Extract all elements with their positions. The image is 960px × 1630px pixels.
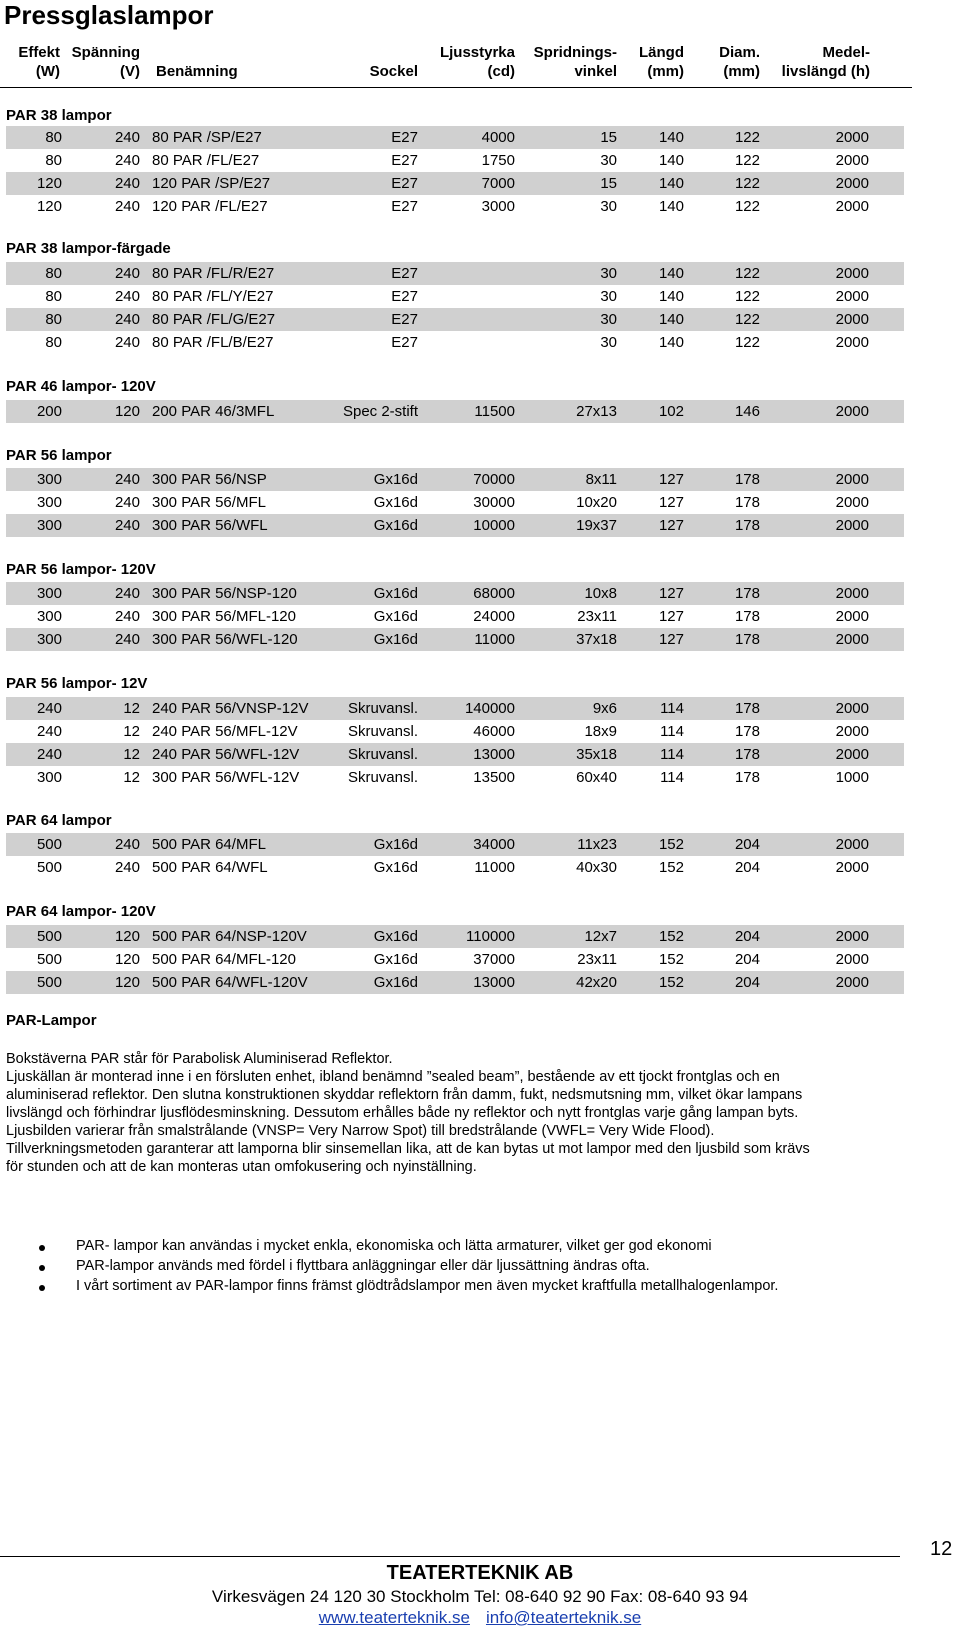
table-cell: 240	[114, 608, 140, 625]
table-cell: 122	[734, 175, 760, 192]
table-cell: 178	[734, 608, 760, 625]
table-cell: 13500	[473, 769, 515, 786]
table-cell: 146	[734, 403, 760, 420]
table-cell: 240	[114, 836, 140, 853]
table-row	[6, 468, 904, 491]
table-cell: 1000	[835, 769, 869, 786]
table-cell: 10x8	[584, 585, 617, 602]
table-cell: 15	[600, 129, 617, 146]
table-cell: 2000	[835, 517, 869, 534]
table-cell: 114	[660, 746, 684, 763]
table-cell: 127	[658, 608, 684, 625]
table-cell: 23x11	[577, 951, 617, 968]
table-cell: 27x13	[576, 403, 617, 420]
table-cell: 37000	[473, 951, 515, 968]
table-cell: 2000	[835, 836, 869, 853]
bullet-text: PAR- lampor kan användas i mycket enkla, ekonomiska och lätta armaturer, vilket ger god ekonomi	[76, 1238, 712, 1254]
table-cell: E27	[391, 152, 418, 169]
table-cell: 120	[36, 198, 62, 215]
table-cell: 204	[734, 974, 760, 991]
table-cell: 178	[734, 585, 760, 602]
table-cell: 140	[658, 129, 684, 146]
header-divider	[0, 87, 912, 88]
section-title: PAR 64 lampor- 120V	[6, 903, 156, 920]
table-cell: 2000	[835, 471, 869, 488]
table-cell: Gx16d	[373, 836, 418, 853]
table-cell: 122	[734, 152, 760, 169]
table-cell: 80 PAR /SP/E27	[152, 129, 262, 146]
table-cell: 10000	[473, 517, 515, 534]
table-row	[6, 766, 904, 789]
table-cell: 178	[734, 517, 760, 534]
table-row	[6, 833, 904, 856]
website-link[interactable]: www.teaterteknik.se	[318, 1608, 470, 1627]
table-cell: 127	[658, 494, 684, 511]
table-cell: E27	[391, 334, 418, 351]
table-cell: 240	[114, 288, 140, 305]
table-cell: 300 PAR 56/MFL-120	[152, 608, 296, 625]
table-cell: 300	[36, 769, 62, 786]
table-cell: 200 PAR 46/3MFL	[152, 403, 275, 420]
table-cell: 114	[660, 700, 684, 717]
table-cell: 114	[660, 723, 684, 740]
paragraph-line: Ljusbilden varierar från smalstrålande (VNSP= Very Narrow Spot) till bredstrålande (VWFL= Very Wide Flood).	[6, 1123, 715, 1139]
table-row	[6, 514, 904, 537]
table-cell: 4000	[481, 129, 515, 146]
table-cell: 122	[734, 198, 760, 215]
table-cell: 152	[658, 928, 684, 945]
table-cell: 30	[600, 311, 617, 328]
table-cell: 120	[114, 403, 140, 420]
table-cell: 240 PAR 56/WFL-12V	[152, 746, 300, 763]
table-cell: 80	[45, 265, 62, 282]
table-cell: 500	[36, 951, 62, 968]
table-cell: 9x6	[592, 700, 617, 717]
table-cell: 240	[114, 198, 140, 215]
table-cell: 110000	[466, 928, 515, 945]
table-cell: 12	[123, 700, 140, 717]
table-cell: 40x30	[576, 859, 617, 876]
table-cell: 2000	[835, 403, 869, 420]
table-cell: 30	[600, 334, 617, 351]
table-cell: Gx16d	[373, 608, 418, 625]
table-cell: 140	[658, 334, 684, 351]
table-cell: E27	[391, 265, 418, 282]
table-cell: 18x9	[584, 723, 617, 740]
header-cell: (W)	[35, 63, 60, 80]
section-title: PAR 46 lampor- 120V	[6, 378, 156, 395]
header-cell: Diam.	[719, 44, 760, 61]
table-cell: 13000	[473, 746, 515, 763]
bullet-text: PAR-lampor används med fördel i flyttbara anläggningar eller där ljussättning ändras ofta.	[76, 1258, 650, 1274]
table-cell: 80	[45, 311, 62, 328]
table-cell: 300	[36, 517, 62, 534]
table-cell: 178	[734, 471, 760, 488]
table-cell: 300	[36, 471, 62, 488]
table-row	[6, 925, 904, 948]
table-cell: 120	[114, 974, 140, 991]
table-cell: 11000	[474, 631, 515, 648]
table-cell: 2000	[835, 152, 869, 169]
table-row	[6, 697, 904, 720]
table-cell: 80	[45, 129, 62, 146]
table-cell: E27	[391, 288, 418, 305]
table-cell: Gx16d	[373, 471, 418, 488]
header-cell: Medel-	[822, 44, 870, 61]
header-cell: (V)	[120, 63, 140, 80]
table-cell: 152	[658, 974, 684, 991]
table-cell: 204	[734, 951, 760, 968]
table-cell: 19x37	[576, 517, 617, 534]
table-cell: 240	[114, 265, 140, 282]
table-cell: 2000	[835, 494, 869, 511]
table-cell: 240 PAR 56/MFL-12V	[152, 723, 298, 740]
description-paragraph	[6, 1050, 906, 1176]
table-cell: E27	[391, 311, 418, 328]
table-cell: 2000	[835, 631, 869, 648]
table-cell: 2000	[835, 311, 869, 328]
table-cell: 12	[123, 746, 140, 763]
table-cell: 500	[36, 836, 62, 853]
table-cell: 140	[658, 265, 684, 282]
table-cell: 500 PAR 64/WFL-120V	[152, 974, 308, 991]
section-title: PAR 38 lampor-färgade	[6, 240, 171, 257]
header-cell: Benämning	[156, 63, 238, 80]
header-cell: Spridnings-	[533, 44, 617, 61]
table-cell: 178	[734, 700, 760, 717]
table-cell: 300	[36, 494, 62, 511]
table-cell: 127	[658, 517, 684, 534]
table-cell: 178	[734, 494, 760, 511]
bullet-dot-icon	[39, 1265, 45, 1271]
table-cell: 24000	[473, 608, 515, 625]
table-cell: 11000	[474, 859, 515, 876]
paragraph-line: Ljuskällan är monterad inne i en försluten enhet, ibland benämnd ”sealed beam”, bestående av ett tjockt frontglas och en	[6, 1069, 780, 1085]
table-cell: 30000	[473, 494, 515, 511]
table-cell: 300	[36, 585, 62, 602]
table-cell: 178	[734, 723, 760, 740]
table-cell: 240	[114, 631, 140, 648]
table-row	[6, 308, 904, 331]
table-cell: Skruvansl.	[347, 769, 418, 786]
table-cell: 34000	[473, 836, 515, 853]
table-cell: 140	[658, 152, 684, 169]
table-row	[6, 582, 904, 605]
table-row	[6, 743, 904, 766]
footer-links	[0, 1608, 960, 1628]
table-cell: 2000	[835, 723, 869, 740]
table-row	[6, 971, 904, 994]
table-cell: E27	[391, 175, 418, 192]
table-cell: 2000	[835, 288, 869, 305]
table-cell: 30	[600, 198, 617, 215]
table-cell: Gx16d	[373, 859, 418, 876]
table-cell: 120	[114, 928, 140, 945]
header-cell: (mm)	[723, 63, 760, 80]
table-cell: 23x11	[577, 608, 617, 625]
table-cell: 80 PAR /FL/G/E27	[152, 311, 276, 328]
paragraph-line: Tillverkningsmetoden garanterar att lamporna blir sinsemellan lika, att de kan bytas ut mot lampor med den ljusbild som krävs	[6, 1141, 810, 1157]
table-cell: 500	[36, 974, 62, 991]
section-title: PAR 38 lampor	[6, 107, 112, 124]
table-cell: 240	[36, 700, 62, 717]
table-cell: 35x18	[576, 746, 617, 763]
header-cell: (mm)	[647, 63, 684, 80]
table-cell: 240	[114, 129, 140, 146]
table-cell: 120	[114, 951, 140, 968]
table-cell: 500 PAR 64/MFL-120	[152, 951, 296, 968]
header-cell: (cd)	[487, 63, 515, 80]
table-cell: 2000	[835, 608, 869, 625]
paragraph-line: Bokstäverna PAR står för Parabolisk Aluminiserad Reflektor.	[6, 1051, 393, 1067]
page-title: Pressglaslampor	[4, 0, 214, 30]
table-cell: Gx16d	[373, 951, 418, 968]
table-cell: 152	[658, 836, 684, 853]
table-cell: 300	[36, 631, 62, 648]
table-cell: 178	[734, 769, 760, 786]
table-cell: 300 PAR 56/WFL-12V	[152, 769, 300, 786]
table-cell: 8x11	[585, 471, 617, 488]
footer-divider	[0, 1556, 900, 1557]
table-cell: 102	[658, 403, 684, 420]
table-row	[6, 149, 904, 172]
table-cell: 46000	[473, 723, 515, 740]
table-cell: 80 PAR /FL/R/E27	[152, 265, 275, 282]
table-cell: Gx16d	[373, 517, 418, 534]
table-cell: 500 PAR 64/NSP-120V	[152, 928, 307, 945]
table-cell: 300	[36, 608, 62, 625]
par-heading: PAR-Lampor	[6, 1012, 97, 1029]
table-cell: 122	[734, 311, 760, 328]
table-cell: 240	[114, 517, 140, 534]
table-cell: 80 PAR /FL/B/E27	[152, 334, 274, 351]
table-cell: Skruvansl.	[347, 746, 418, 763]
footer-company: TEATERTEKNIK AB	[386, 1562, 574, 1584]
table-row	[6, 948, 904, 971]
table-cell: 2000	[835, 974, 869, 991]
table-cell: 30	[600, 288, 617, 305]
table-cell: 11500	[474, 403, 515, 420]
table-cell: 240	[114, 311, 140, 328]
table-row	[6, 856, 904, 879]
header-cell: Ljusstyrka	[439, 44, 515, 61]
header-cell: livslängd (h)	[781, 63, 870, 80]
header-cell: Längd	[639, 44, 684, 61]
table-cell: 7000	[481, 175, 515, 192]
table-cell: 122	[734, 334, 760, 351]
header-cell: vinkel	[574, 63, 617, 80]
table-cell: 122	[734, 288, 760, 305]
table-cell: 500 PAR 64/WFL	[152, 859, 268, 876]
table-cell: 11x23	[577, 836, 617, 853]
table-cell: Gx16d	[373, 928, 418, 945]
table-cell: 127	[658, 631, 684, 648]
table-cell: 240	[114, 585, 140, 602]
table-cell: Spec 2-stift	[342, 403, 418, 420]
header-cell: Spänning	[71, 44, 140, 61]
table-cell: 3000	[481, 198, 515, 215]
table-cell: 2000	[835, 951, 869, 968]
table-cell: 300 PAR 56/NSP	[152, 471, 267, 488]
page-number: 12	[930, 1538, 953, 1560]
table-row	[6, 195, 904, 218]
table-cell: 140000	[464, 700, 515, 717]
table-cell: 300 PAR 56/NSP-120	[152, 585, 297, 602]
table-cell: 80 PAR /FL/Y/E27	[152, 288, 274, 305]
table-cell: Skruvansl.	[347, 723, 418, 740]
table-row	[6, 491, 904, 514]
table-cell: 2000	[835, 859, 869, 876]
table-row	[6, 400, 904, 423]
table-row	[6, 605, 904, 628]
table-cell: 204	[734, 859, 760, 876]
table-cell: 500	[36, 859, 62, 876]
table-cell: 240	[114, 334, 140, 351]
table-cell: 42x20	[576, 974, 617, 991]
paragraph-line: livslängd och förhindrar ljusflödesminskning. Dessutom erhålles både ny reflektor och nytt frontglas varje gång lampan byts.	[6, 1105, 799, 1121]
header-cell: Sockel	[369, 63, 418, 80]
table-cell: 12x7	[584, 928, 617, 945]
table-cell: 68000	[473, 585, 515, 602]
bullet-text: I vårt sortiment av PAR-lampor finns främst glödtrådslampor men även mycket kraftfulla metallhalogenlampor.	[76, 1278, 779, 1294]
table-cell: 2000	[835, 198, 869, 215]
table-cell: 60x40	[576, 769, 617, 786]
table-cell: 80	[45, 334, 62, 351]
table-cell: 120	[36, 175, 62, 192]
paragraph-line: aluminiserad reflektor. Den slutna konstruktionen skyddar reflektorn från damm, fukt, nedsmutsning mm, vilket ökar lampans	[6, 1087, 803, 1103]
table-cell: 13000	[473, 974, 515, 991]
email-link[interactable]: info@teaterteknik.se	[485, 1608, 642, 1627]
table-cell: 500	[36, 928, 62, 945]
table-row	[6, 628, 904, 651]
table-cell: 240	[114, 494, 140, 511]
table-cell: 80 PAR /FL/E27	[152, 152, 260, 169]
table-row	[6, 172, 904, 195]
section-title: PAR 56 lampor- 12V	[6, 675, 148, 692]
table-row	[6, 720, 904, 743]
bullet-dot-icon	[39, 1285, 45, 1291]
table-cell: 2000	[835, 746, 869, 763]
header-cell: Effekt	[18, 44, 60, 61]
table-cell: 2000	[835, 585, 869, 602]
table-cell: 2000	[835, 175, 869, 192]
table-cell: 2000	[835, 129, 869, 146]
table-row	[6, 331, 904, 354]
table-cell: 200	[36, 403, 62, 420]
table-cell: 10x20	[576, 494, 617, 511]
table-row	[6, 285, 904, 308]
table-cell: 2000	[835, 700, 869, 717]
table-cell: Gx16d	[373, 631, 418, 648]
table-cell: 2000	[835, 265, 869, 282]
table-cell: 2000	[835, 334, 869, 351]
table-cell: 30	[600, 152, 617, 169]
table-cell: 140	[658, 288, 684, 305]
table-cell: 12	[123, 769, 140, 786]
table-cell: 127	[658, 585, 684, 602]
table-cell: 80	[45, 288, 62, 305]
table-cell: 300 PAR 56/WFL	[152, 517, 268, 534]
paragraph-line: för stunden och att de kan monteras utan omfokusering och nyinställning.	[6, 1159, 477, 1175]
table-cell: 300 PAR 56/WFL-120	[152, 631, 298, 648]
table-cell: 80	[45, 152, 62, 169]
table-row	[6, 262, 904, 285]
table-cell: 122	[734, 129, 760, 146]
table-cell: 70000	[473, 471, 515, 488]
table-cell: 140	[658, 311, 684, 328]
table-cell: 500 PAR 64/MFL	[152, 836, 266, 853]
table-cell: 127	[658, 471, 684, 488]
table-cell: 114	[660, 769, 684, 786]
table-cell: 15	[600, 175, 617, 192]
table-cell: E27	[391, 129, 418, 146]
table-cell: 12	[123, 723, 140, 740]
table-cell: 120 PAR /FL/E27	[152, 198, 268, 215]
table-cell: E27	[391, 198, 418, 215]
table-row	[6, 126, 904, 149]
table-cell: 2000	[835, 928, 869, 945]
table-cell: 178	[734, 746, 760, 763]
table-cell: 240	[114, 152, 140, 169]
table-cell: 240	[114, 859, 140, 876]
table-cell: 300 PAR 56/MFL	[152, 494, 266, 511]
table-cell: Gx16d	[373, 974, 418, 991]
table-cell: 204	[734, 836, 760, 853]
section-title: PAR 56 lampor- 120V	[6, 561, 156, 578]
table-cell: 240	[36, 746, 62, 763]
table-cell: 1750	[481, 152, 515, 169]
table-cell: 37x18	[576, 631, 617, 648]
table-cell: 152	[658, 859, 684, 876]
table-cell: 140	[658, 175, 684, 192]
table-cell: 240 PAR 56/VNSP-12V	[152, 700, 309, 717]
footer-address: Virkesvägen 24 120 30 Stockholm Tel: 08-640 92 90 Fax: 08-640 93 94	[211, 1587, 749, 1606]
table-cell: Gx16d	[373, 585, 418, 602]
section-title: PAR 56 lampor	[6, 447, 112, 464]
table-cell: 120 PAR /SP/E27	[152, 175, 271, 192]
section-title: PAR 64 lampor	[6, 812, 112, 829]
table-cell: 204	[734, 928, 760, 945]
table-cell: Gx16d	[373, 494, 418, 511]
table-cell: 30	[600, 265, 617, 282]
table-cell: 240	[36, 723, 62, 740]
table-cell: 152	[658, 951, 684, 968]
table-cell: Skruvansl.	[347, 700, 418, 717]
table-cell: 140	[658, 198, 684, 215]
bullet-dot-icon	[39, 1245, 45, 1251]
table-cell: 122	[734, 265, 760, 282]
table-cell: 240	[114, 175, 140, 192]
table-header	[0, 43, 910, 85]
table-cell: 240	[114, 471, 140, 488]
table-cell: 178	[734, 631, 760, 648]
